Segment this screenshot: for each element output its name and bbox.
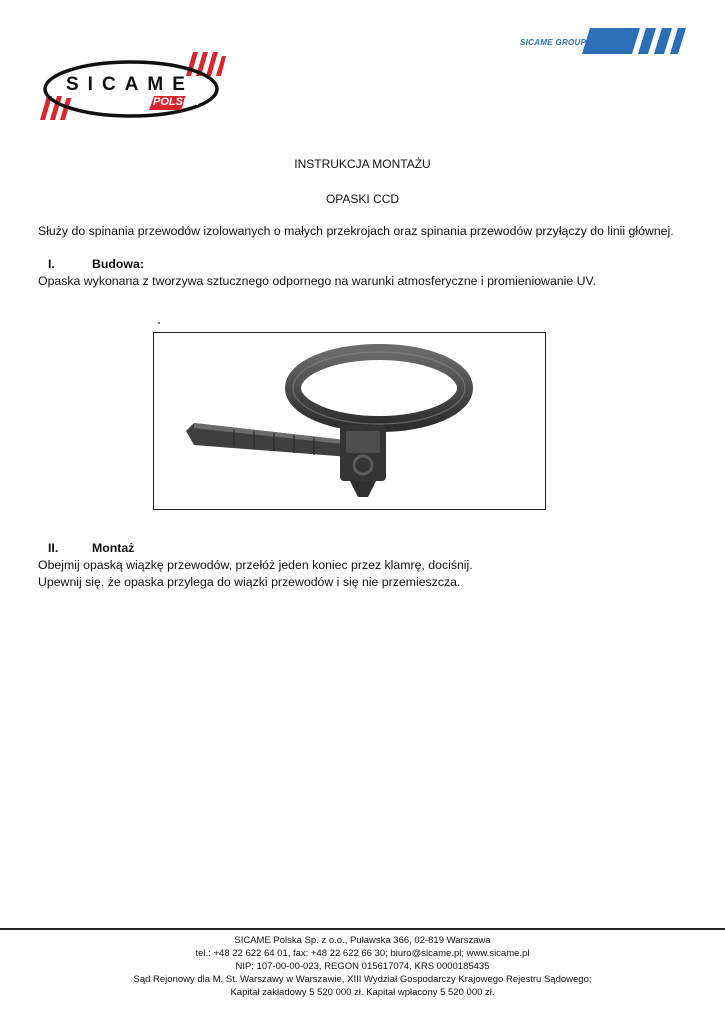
- footer-line-3: NIP: 107-00-00-023, REGON 015617074, KRS 0000185435: [235, 961, 490, 972]
- section-1-number: I.: [48, 257, 55, 271]
- intro-paragraph: Służy do spinania przewodów izolowanych o małych przekrojach oraz spinania przewodów przyłączy do linii głównej.: [38, 224, 674, 238]
- section-2-line-1: Obejmij opaską wiązkę przewodów, przełóż jeden koniec przez klamrę, dociśnij.: [38, 558, 473, 572]
- logo-subtitle: POLSKA: [153, 96, 199, 108]
- document-title: INSTRUKCJA MONTAŻU: [294, 157, 431, 171]
- section-2-number: II.: [48, 541, 59, 555]
- group-label: SICAME GROUP: [520, 38, 587, 47]
- cable-tie-figure: [153, 332, 546, 510]
- document-subtitle: OPASKI CCD: [325, 192, 400, 206]
- footer-line-4: Sąd Rejonowy dla M. St. Warszawy w Warszawie, XIII Wydział Gospodarczy Krajowego Rejestru Sądowego;: [133, 974, 592, 985]
- footer-line-5: Kapitał zakładowy 5 520 000 zł. Kapitał wpłacony 5 520 000 zł.: [230, 987, 495, 998]
- footer-line-2: tel.: +48 22 622 64 01, fax: +48 22 622 66 30; biuro@sicame.pl; www.sicame.pl: [195, 948, 530, 959]
- section-1-text: Opaska wykonana z tworzywa sztucznego odpornego na warunki atmosferyczne i promieniowanie UV.: [38, 274, 596, 288]
- section-1-title: Budowa:: [92, 257, 144, 271]
- cable-tie-icon: [154, 333, 544, 508]
- stray-dot: [158, 322, 160, 324]
- section-2-heading: [38, 541, 134, 555]
- footer-line-1: SICAME Polska Sp. z o.o., Puławska 366, 02-819 Warszawa: [234, 935, 491, 946]
- section-2-line-2: Upewnij się, że opaska przylega do wiązki przewodów i się nie przemieszcza.: [38, 575, 461, 589]
- sicame-polska-logo: [36, 52, 226, 122]
- sicame-group-logo: [520, 28, 688, 54]
- logo-wordmark: SICAME: [66, 74, 194, 95]
- section-1-heading: [38, 257, 144, 271]
- footer-divider: [0, 928, 725, 930]
- section-2-title: Montaż: [92, 541, 135, 555]
